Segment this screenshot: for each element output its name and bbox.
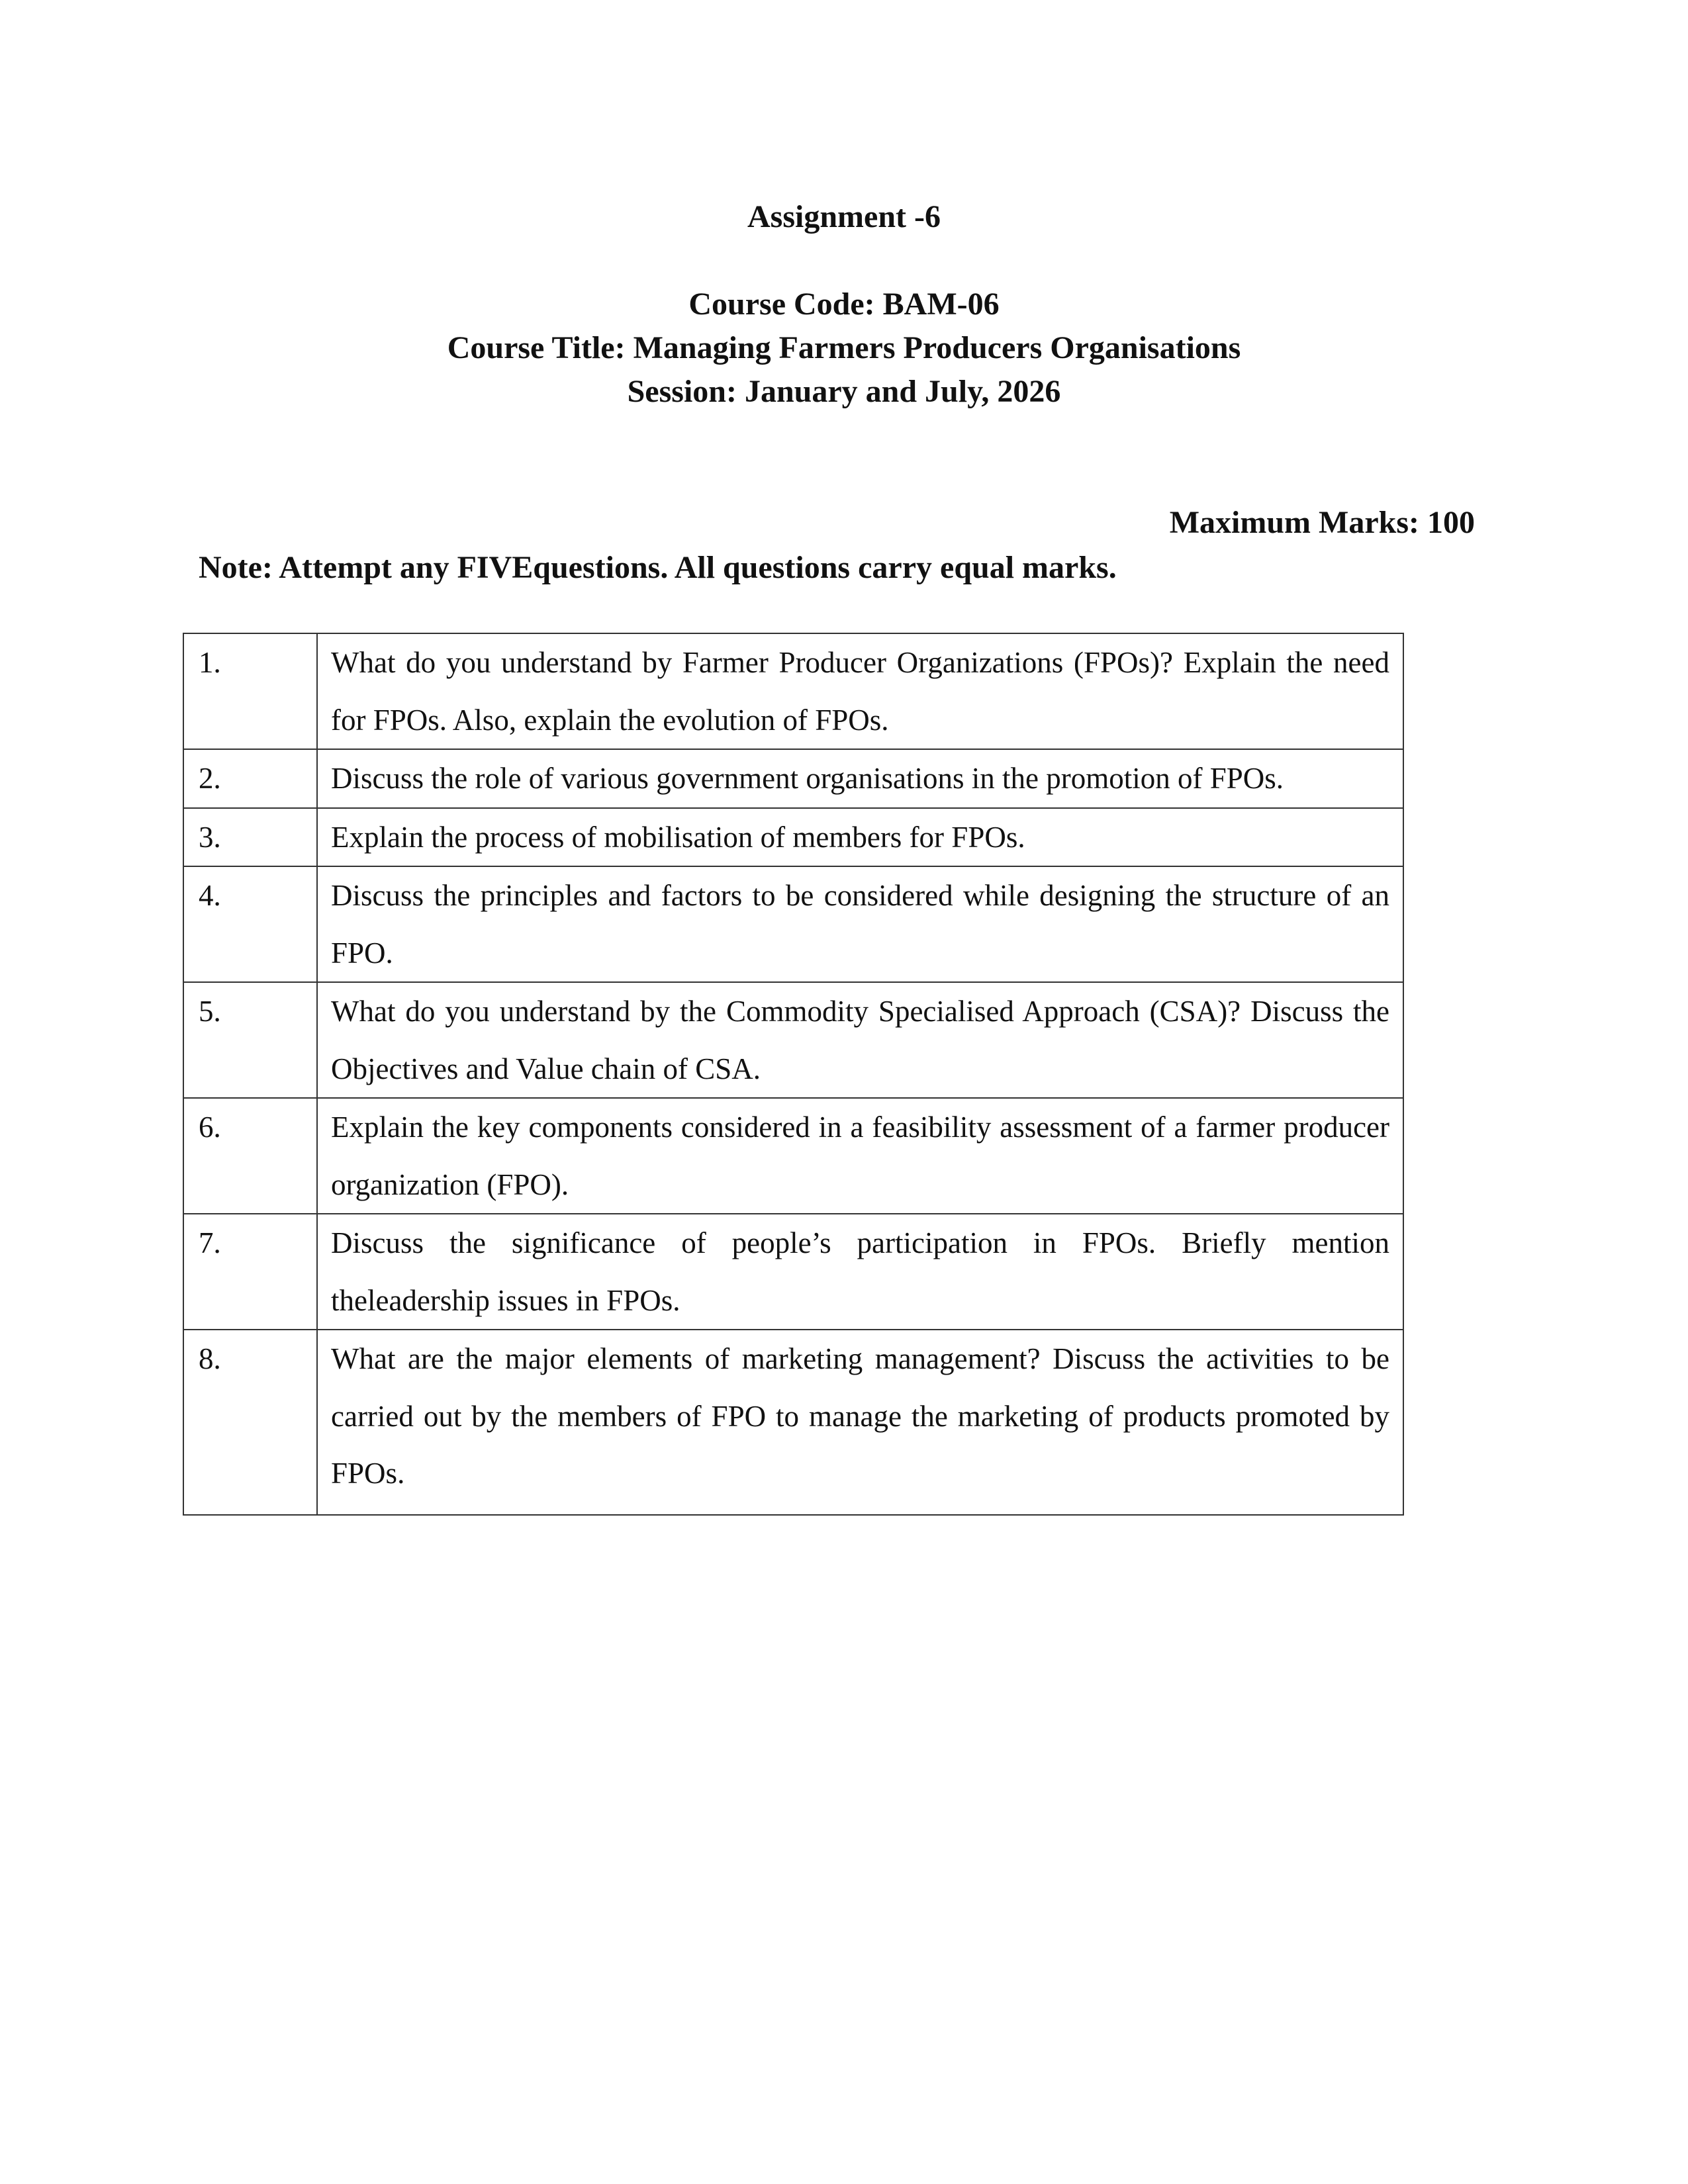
question-text: What do you understand by the Commodity Specialised Approach (CSA)? Discuss the Objectives and Value chain of CSA. — [317, 982, 1403, 1098]
course-code: Course Code: BAM-06 — [688, 287, 1000, 322]
question-text: Explain the key components considered in a feasibility assessment of a farmer producer organization (FPO). — [317, 1098, 1403, 1214]
question-text: Discuss the role of various government organisations in the promotion of FPOs. — [317, 749, 1403, 808]
question-text: Discuss the principles and factors to be considered while designing the structure of an FPO. — [317, 866, 1403, 982]
question-row — [183, 866, 1403, 982]
course-title: Course Title: Managing Farmers Producers Organisations — [447, 330, 1241, 365]
question-number: 7. — [183, 1214, 317, 1330]
maximum-marks: Maximum Marks: 100 — [1169, 505, 1475, 540]
question-text: What are the major elements of marketing management? Discuss the activities to be carried out by the members of FPO to manage the marketing of products promoted by FPOs. — [317, 1330, 1403, 1515]
question-number: 6. — [183, 1098, 317, 1214]
session-line: Session: January and July, 2026 — [627, 374, 1061, 409]
question-number: 5. — [183, 982, 317, 1098]
question-row — [183, 808, 1403, 867]
question-number: 3. — [183, 808, 317, 867]
assignment-title: Assignment -6 — [747, 199, 941, 234]
question-number: 2. — [183, 749, 317, 808]
question-row — [183, 1330, 1403, 1515]
questions-table — [183, 633, 1404, 1516]
question-text: What do you understand by Farmer Producer Organizations (FPOs)? Explain the need for FPOs. Also, explain the evolution of FPOs. — [317, 633, 1403, 749]
question-number: 4. — [183, 866, 317, 982]
question-row — [183, 1214, 1403, 1330]
question-number: 1. — [183, 633, 317, 749]
question-row — [183, 633, 1403, 749]
question-row — [183, 982, 1403, 1098]
question-row — [183, 1098, 1403, 1214]
question-row — [183, 749, 1403, 808]
instructions-note: Note: Attempt any FIVEquestions. All questions carry equal marks. — [199, 550, 1117, 585]
question-text: Discuss the significance of people’s participation in FPOs. Briefly mention theleadership issues in FPOs. — [317, 1214, 1403, 1330]
question-text: Explain the process of mobilisation of members for FPOs. — [317, 808, 1403, 867]
question-number: 8. — [183, 1330, 317, 1515]
